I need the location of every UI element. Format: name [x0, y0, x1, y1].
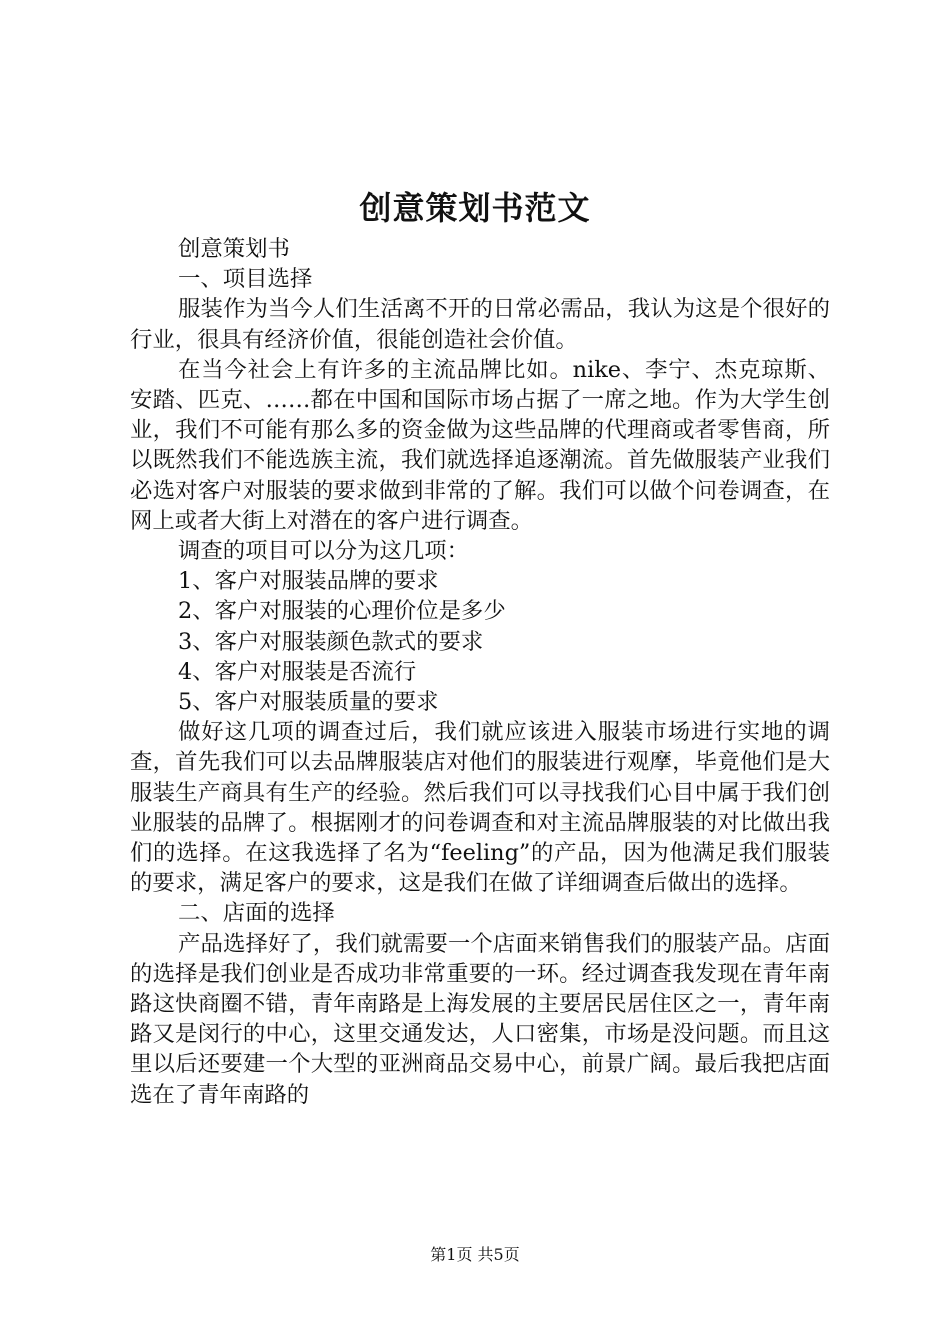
- document-body: [130, 234, 830, 1110]
- paragraph: 调查的项目可以分为这几项：: [178, 538, 470, 565]
- section-heading-1: 一、项目选择: [178, 266, 313, 293]
- list-item: 2、客户对服装的心理价位是多少: [178, 598, 506, 625]
- list-item: 3、客户对服装颜色款式的要求: [178, 628, 484, 655]
- paragraph: 产品选择好了，我们就需要一个店面来销售我们的服装产品。店面的选择是我们创业是否成功非常重要的一环。经过调查我发现在青年南路这快商圈不错，青年南路是上海发展的主要居民居住区之一，青年南路又是闵行的中心，这里交通发达，人口密集，市场是没问题。而且这里以后还要建一个大型的亚洲商品交易中心，前景广阔。最后我把店面选在了青年南路的: [130, 930, 830, 1108]
- paragraph-subtitle: 创意策划书: [178, 236, 290, 262]
- paragraph: 在当今社会上有许多的主流品牌比如。nike、李宁、杰克琼斯、安踏、匹克、……都在中国和国际市场占据了一席之地。作为大学生创业，我们不可能有那么多的资金做为这些品牌的代理商或者零售商，所以既然我们不能选族主流，我们就选择追逐潮流。首先做服装产业我们必选对客户对服装的要求做到非常的了解。我们可以做个问卷调查，在网上或者大街上对潜在的客户进行调查。: [130, 356, 830, 534]
- paragraph: 做好这几项的调查过后，我们就应该进入服装市场进行实地的调查，首先我们可以去品牌服装店对他们的服装进行观摩，毕竟他们是大服装生产商具有生产的经验。然后我们可以寻找我们心目中属于我们创业服装的品牌了。根据刚才的问卷调查和对主流品牌服装的对比做出我们的选择。在这我选择了名为“feeling”的产品，因为他满足我们服装的要求，满足客户的要求，这是我们在做了详细调查后做出的选择。: [130, 719, 830, 897]
- section-heading-2: 二、店面的选择: [178, 900, 335, 927]
- list-item: 5、客户对服装质量的要求: [178, 689, 439, 716]
- list-item: 1、客户对服装品牌的要求: [178, 568, 439, 595]
- document-title: 创意策划书范文: [359, 189, 591, 227]
- paragraph: 服装作为当今人们生活离不开的日常必需品，我认为这是个很好的行业，很具有经济价值，很能创造社会价值。: [130, 296, 830, 353]
- page-footer: 第1页 共5页: [430, 1245, 520, 1264]
- list-item: 4、客户对服装是否流行: [178, 658, 417, 685]
